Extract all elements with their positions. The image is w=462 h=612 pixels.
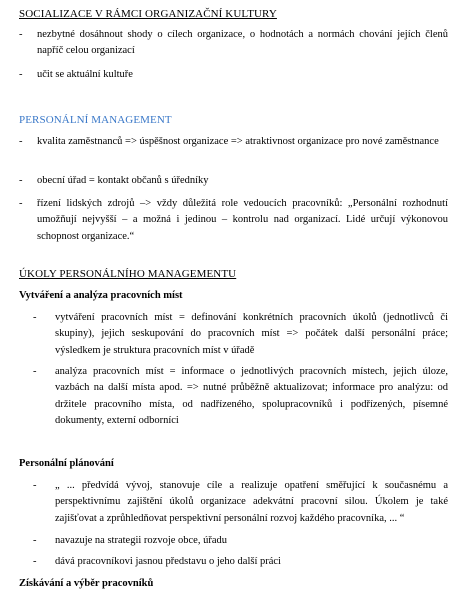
section-title-socializace: SOCIALIZACE V RÁMCI ORGANIZAČNÍ KULTURY	[19, 8, 277, 20]
list-item: - „ ... předvídá vývoj, stanovuje cíle a realizuje opatření směřující k současnému a perspektivnímu zajištění úkolů organizace adekvátní pracovní silou. Úkolem je také zajišťovat a zprůhledňovat perspektivní personální rozvoj každého pracovníka, ... “	[33, 478, 448, 527]
list-item: - dává pracovníkovi jasnou představu o jeho další práci	[33, 554, 448, 570]
bullet-dash: -	[19, 136, 23, 147]
section-title-personalni-management: PERSONÁLNÍ MANAGEMENT	[19, 114, 172, 126]
subheading-vytvareni: Vytváření a analýza pracovních míst	[19, 290, 183, 301]
list-item: - řízení lidských zdrojů –> vždy důležitá role vedoucích pracovníků: „Personální rozhodnutí umožňují nejvyšší – a možná i jedinou – kontrolu nad organizací. Lidé určují výkonovou schopnost organizace.“	[19, 196, 448, 245]
bullet-dash: -	[33, 312, 37, 323]
section-title-ukoly: ÚKOLY PERSONÁLNÍHO MANAGEMENTU	[19, 268, 237, 280]
list-item: - analýza pracovních míst = informace o jednotlivých pracovních místech, jejich úloze, vazbách na další místa apod. => nutné průběžně aktualizovat; informace pro analýzu: od držitele pracovního místa, od nadřízeného, spolupracovníků i podřízených, písemné dokumenty, externí odborníci	[33, 364, 448, 429]
bullet-dash: -	[33, 480, 37, 491]
list-item: - nezbytné dosáhnout shody o cílech organizace, o hodnotách a normách chování jejích členů napříč celou organizací	[19, 27, 448, 60]
bullet-dash: -	[19, 29, 23, 40]
bullet-dash: -	[19, 69, 23, 80]
bullet-dash: -	[33, 366, 37, 377]
list-item: - obecní úřad = kontakt občanů s úředníky	[19, 173, 448, 189]
list-item: - učit se aktuální kultuře	[19, 67, 448, 83]
subheading-ziskavani: Získávání a výběr pracovníků	[19, 578, 154, 589]
bullet-dash: -	[19, 198, 23, 209]
list-item: - kvalita zaměstnanců => úspěšnost organizace => atraktivnost organizace pro nové zaměstnance	[19, 134, 448, 150]
subheading-planovani: Personální plánování	[19, 458, 114, 469]
list-item: - navazuje na strategii rozvoje obce, úřadu	[33, 533, 448, 549]
bullet-dash: -	[19, 175, 23, 186]
bullet-dash: -	[33, 556, 37, 567]
list-item: - vytváření pracovních míst = definování konkrétních pracovních úkolů (jednotlivců či skupiny), jejich seskupování do pracovních míst => počátek další personální práce; výsledkem je struktura pracovních míst v úřadě	[33, 310, 448, 359]
bullet-dash: -	[33, 535, 37, 546]
